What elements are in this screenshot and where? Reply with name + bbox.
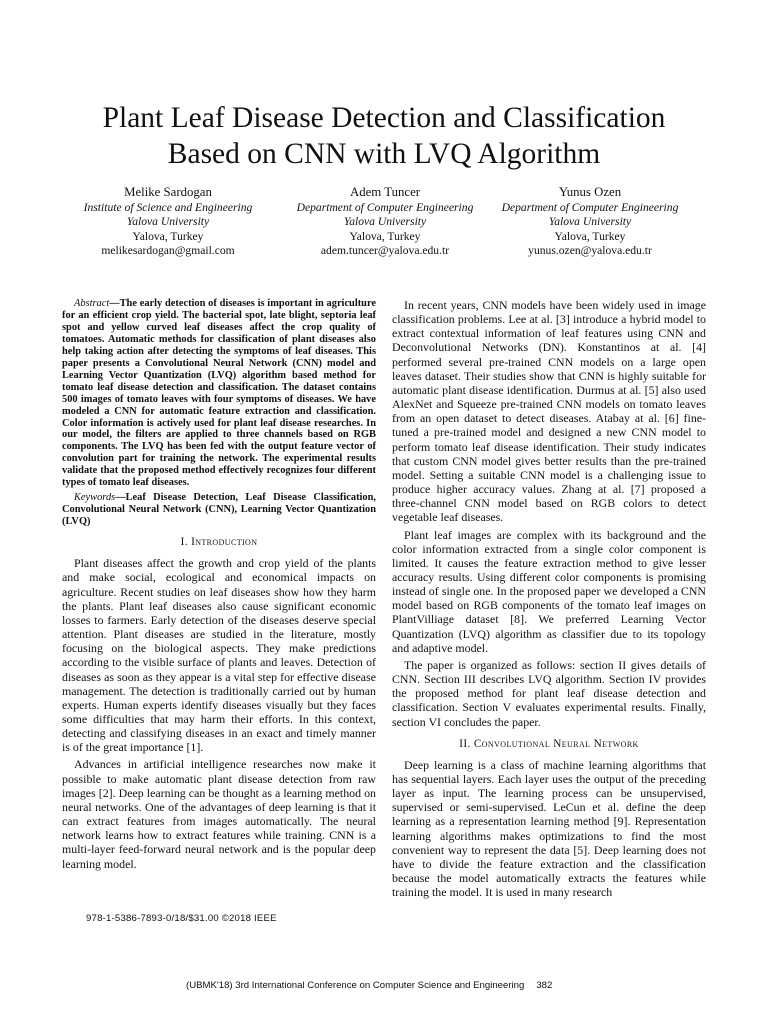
- author-university: Yalova University: [548, 215, 632, 229]
- intro-paragraph-3: In recent years, CNN models have been widely used in image classification problems. Lee at al. [3] introduce a hybrid model to extract contextual information of leaf features using CNN and Deconvolutional Networks (DN). Konstantinos at al. [4] performed several pre-trained CNN models on a large open leaves dataset. Their studies show that CNN is highly suitable for automatic plant disease identification. Durmus at al. [5] also used AlexNet and Squeeze pre-trained CNN models on tomato leaves from an open dataset to detect diseases. Atabay at al. [6] fine-tuned a pre-trained model and designed a new CNN model to perform tomato leaf disease identification. Their study indicates that custom CNN model gives better results than the pre-trained model. Setting a suitable CNN model is a challenging issue to produce higher accuracy values. Zhang at al. [7] proposed a three-channel CNN model based on RGB colors to detect vegetable leaf diseases.: [392, 298, 706, 525]
- intro-paragraph-4: Plant leaf images are complex with its background and the color information extracted from a single color component is limited. It causes the feature extraction method to give lesser accuracy results. Using different color components is promising instead of single one. In the proposed paper we developed a CNN model based on RGB components of the tomato leaf images on PlantVilliage dataset [8]. We preferred Learning Vector Quantization (LVQ) algorithm as classifier due to its topology and adaptive model.: [392, 527, 706, 655]
- title-line-2: Based on CNN with LVQ Algorithm: [167, 138, 601, 170]
- conference-name: (UBMK'18) 3rd International Conference on Computer Science and Engineering: [186, 980, 525, 991]
- keywords-lead: Keywords: [74, 492, 116, 504]
- abstract-text: —The early detection of diseases is important in agriculture for an efficient crop yield. The bacterial spot, late blight, septoria leaf spot and yellow curved leaf diseases affect the crop quality of tomatoes. Automatic methods for classification of plant diseases also help taking action after detecting the symptoms of leaf diseases. This paper presents a Convolutional Neural Network (CNN) model and Learning Vector Quantization (LVQ) algorithm based method for tomato leaf disease detection and classification. The dataset contains 500 images of tomato leaves with four symptoms of diseases. We have modeled a CNN for automatic feature extraction and classification. Color information is actively used for plant leaf disease researches. In our model, the filters are applied to three channels based on RGB components. The LVQ has been fed with the output feature vector of convolution part for training the network. The experimental results validate that the proposed method effectively recognizes four different types of tomato leaf diseases.: [62, 298, 376, 489]
- section-heading-cnn: II. Convolutional Neural Network: [459, 737, 639, 750]
- author-department: Department of Computer Engineering: [296, 201, 474, 214]
- page-footer: [186, 980, 552, 991]
- abstract-lead: Abstract: [74, 298, 110, 309]
- page-number: 382: [536, 980, 553, 991]
- author-email[interactable]: melikesardogan@gmail.com: [101, 244, 235, 258]
- paper-title: [40, 100, 728, 172]
- author-2: [280, 184, 490, 259]
- author-location: Yalova, Turkey: [132, 229, 204, 243]
- author-block: [0, 184, 768, 264]
- copyright-line: 978-1-5386-7893-0/18/$31.00 ©2018 IEEE: [86, 913, 277, 924]
- intro-paragraph-5: The paper is organized as follows: section II gives details of CNN. Section III describes LVQ algorithm. Section IV provides the proposed method for plant leaf disease detection and classification. Section V evaluates experimental results. Finally, section VI concludes the paper.: [392, 657, 706, 729]
- author-name: Yunus Ozen: [558, 185, 622, 199]
- author-university: Yalova University: [126, 215, 210, 229]
- author-1: [63, 184, 273, 259]
- author-name: Melike Sardogan: [124, 185, 212, 199]
- keywords-text: —Leaf Disease Detection, Leaf Disease Classification, Convolutional Neural Network (CNN), Learning Vector Quantization (LVQ): [62, 492, 376, 528]
- author-email[interactable]: adem.tuncer@yalova.edu.tr: [320, 244, 450, 258]
- author-location: Yalova, Turkey: [554, 229, 626, 243]
- cnn-paragraph-1: Deep learning is a class of machine learning algorithms that has sequential layers. Each layer uses the output of the preceding layer as input. The learning process can be unsupervised, supervised or semi-supervised. LeCun et al. define the deep learning as a representation learning method [9]. Representation learning algorithms makes optimizations to find the most convenient way to represent the data [5]. Deep learning does not have to divide the feature extraction and the classification because the model automatically extracts the features while training the model. It is used in many research: [392, 757, 706, 900]
- left-column: [62, 298, 376, 874]
- author-name: Adem Tuncer: [349, 185, 421, 199]
- author-3: [485, 184, 695, 259]
- author-email[interactable]: yunus.ozen@yalova.edu.tr: [528, 244, 652, 258]
- keywords: [62, 492, 376, 528]
- intro-paragraph-1: Plant diseases affect the growth and crop yield of the plants and make social, ecological and economical impacts on agriculture. Recent studies on leaf diseases show how they harm the plants. Plant leaf diseases also cause significant economic losses to farmers. Early detection of the diseases deserve special attention. Plant diseases are studied in the literature, mostly focusing on the biological aspects. They make predictions according to the visible surface of plants and leaves. Detection of diseases as soon as they appear is a vital step for effective disease management. The detection is traditionally carried out by human experts. Human experts identify diseases visually but they faces some difficulties that may harm their efforts. In this context, detecting and classifying diseases in an exact and timely manner is of the great importance [1].: [62, 556, 376, 755]
- author-location: Yalova, Turkey: [349, 229, 421, 243]
- abstract: [62, 298, 376, 489]
- intro-paragraph-2: Advances in artificial intelligence researches now make it possible to make automatic plant disease detection from raw images [2]. Deep learning can be thought as a learning method on neural networks. One of the advantages of deep learning is that it can extract features from images automatically. The neural network learns how to extract features while training. CNN is a multi-layer feed-forward neural network and is the popular deep learning model.: [62, 757, 376, 871]
- author-department: Institute of Science and Engineering: [83, 201, 253, 214]
- section-heading-introduction: I. Introduction: [180, 536, 258, 549]
- author-university: Yalova University: [343, 215, 427, 229]
- author-department: Department of Computer Engineering: [501, 201, 679, 214]
- right-column: [392, 298, 706, 902]
- title-line-1: Plant Leaf Disease Detection and Classification: [102, 102, 666, 134]
